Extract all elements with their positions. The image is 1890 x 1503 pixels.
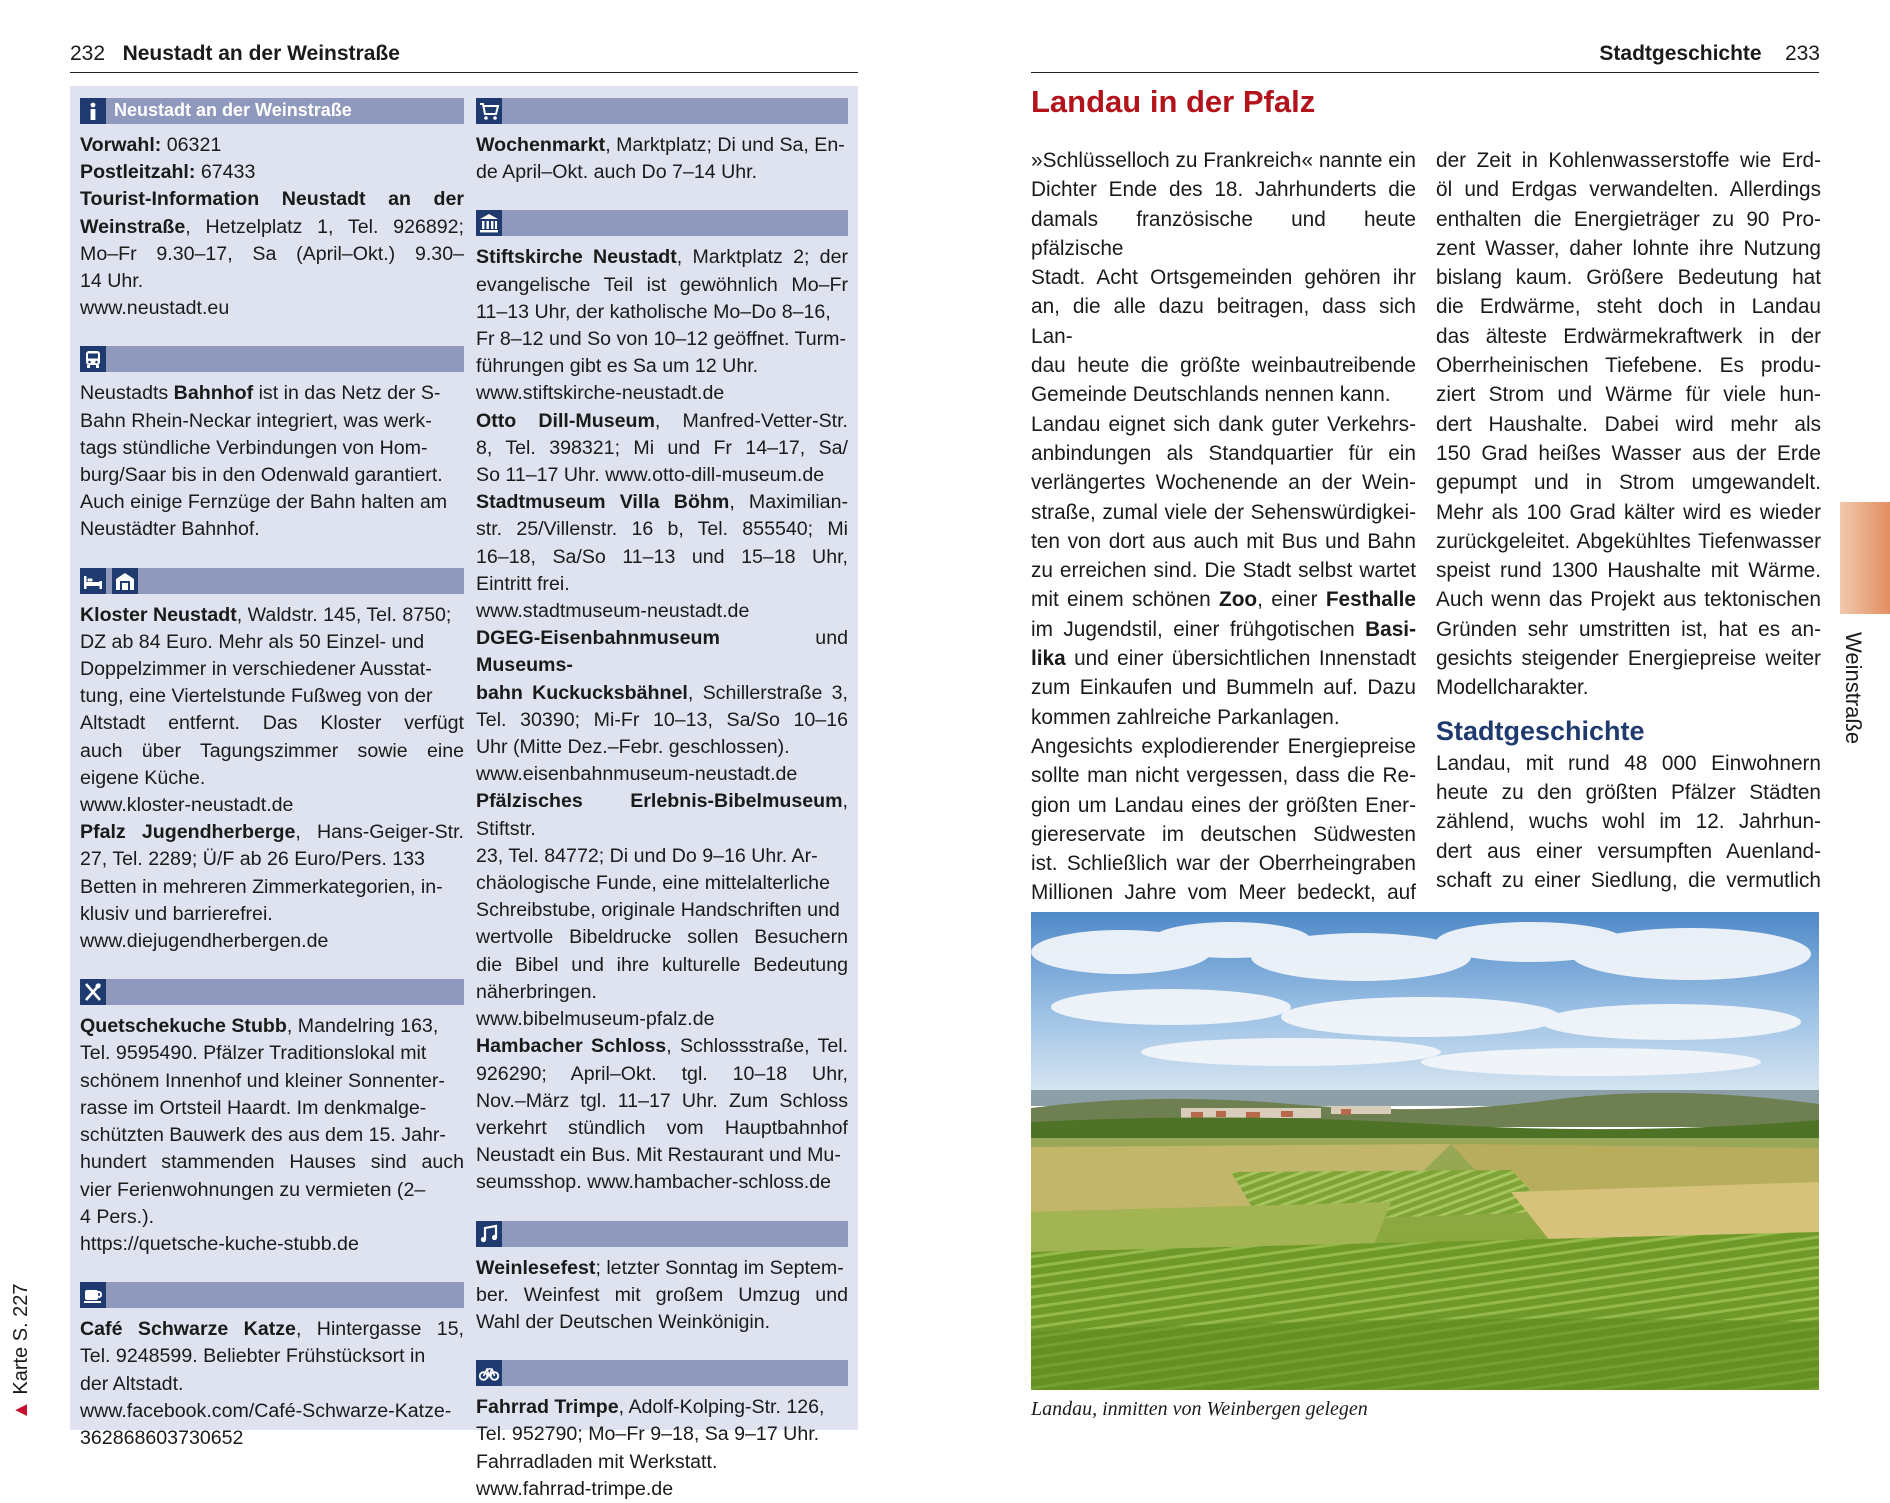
bibelmuseum-line: die Bibel und ihre kulturelle Bedeutung <box>476 953 848 976</box>
bibelmuseum-line: wertvolle Bibeldrucke sollen Besuchern <box>476 926 848 949</box>
otto-dill-line: 8, Tel. 398321; Mi und Fr 14–17, Sa/ <box>476 436 848 459</box>
article-line: ziert Strom und Wärme für viele hun- <box>1436 383 1821 407</box>
article-line: Modellcharakter. <box>1436 676 1589 700</box>
article-line: Angesichts explodierender Energiepreise <box>1031 734 1416 758</box>
cafe-url: www.facebook.com/Café-Schwarze-Katze- <box>80 1399 452 1422</box>
map-reference-text: Karte S. 227 <box>10 1283 32 1395</box>
bahnhof-text: Neustadts Bahnhof ist in das Netz der S- <box>80 382 441 405</box>
info-icon <box>80 98 106 124</box>
cutlery-icon <box>80 979 106 1005</box>
bibelmuseum-line: näherbringen. <box>476 980 597 1003</box>
bahnhof-text-line: burg/Saar bis in den Odenwald garantiert. <box>80 464 443 487</box>
article-line: verlängertes Wochenende an der Wein- <box>1031 471 1416 495</box>
article-line: gesichts steigender Energiepreise weiter <box>1436 647 1821 671</box>
otto-dill-line: So 11–17 Uhr. www.otto-dill-museum.de <box>476 464 825 487</box>
weinlesefest-line: Wahl der Deutschen Weinkönigin. <box>476 1310 771 1333</box>
stiftskirche-line: evangelische Teil ist gewöhnlich Mo–Fr <box>476 273 848 296</box>
villa-boehm: Stadtmuseum Villa Böhm, Maximilian- <box>476 491 848 514</box>
article-line: schaft zu einer Siedlung, die vermutlich <box>1436 868 1821 892</box>
article-line: ten von dort aus auch mit Bus und Bahn <box>1031 529 1416 553</box>
bibelmuseum-line: Schreibstube, originale Handschriften und <box>476 899 840 922</box>
music-note-icon <box>476 1221 502 1247</box>
right-header-title: Stadtgeschichte <box>1599 42 1762 65</box>
article-line: sollte man nicht vergessen, dass die Re- <box>1031 764 1416 788</box>
wochenmarkt: Wochenmarkt, Marktplatz; Di und Sa, En- <box>476 134 845 156</box>
article-line: enthalten die Energieträger zu 90 Pro- <box>1436 207 1821 231</box>
article-line: Mehr als 100 Grad kälter wird es wieder <box>1436 500 1821 524</box>
section-bar-cafe <box>80 1282 464 1308</box>
fahrrad-trimpe: Fahrrad Trimpe, Adolf-Kolping-Str. 126, <box>476 1396 825 1419</box>
info-section-title: Neustadt an der Weinstraße <box>114 100 352 121</box>
stiftskirche-url: www.stiftskirche-neustadt.de <box>476 382 725 405</box>
article-line: öl und Erdgas verwandelten. Allerdings <box>1436 178 1821 202</box>
article-line: heute zu den größten Pfälzer Städten <box>1436 780 1821 804</box>
jugendherberge-url: www.diejugendherbergen.de <box>80 930 329 953</box>
bibelmuseum-line: chäologische Funde, eine mittelalterliche <box>476 872 830 895</box>
section-bar-transport <box>80 346 464 372</box>
hambacher-schloss: Hambacher Schloss, Schlossstraße, Tel. <box>476 1035 849 1058</box>
cafe-schwarze-katze: Café Schwarze Katze, Hintergasse 15, <box>80 1318 465 1341</box>
bibelmuseum: Pfälzisches Erlebnis-Bibelmuseum, Stiftstr. <box>476 790 848 840</box>
article-line: dau heute die größte weinbautreibende <box>1031 354 1416 378</box>
hambacher-schloss-line: Neustadt ein Bus. Mit Restaurant und Mu- <box>476 1144 841 1167</box>
quetschekuche-line: schützten Bauwerk des aus dem 15. Jahr- <box>80 1124 446 1147</box>
jugendherberge: Pfalz Jugendherberge, Hans-Geiger-Str. <box>80 821 464 844</box>
stiftskirche-line: Fr 8–12 und So von 10–12 geöffnet. Turm- <box>476 328 846 351</box>
vorwahl: Vorwahl: 06321 <box>80 134 222 156</box>
otto-dill-museum: Otto Dill-Museum, Manfred-Vetter-Str. <box>476 409 848 432</box>
tourist-information: Tourist-Information Neustadt an der <box>80 188 464 211</box>
article-line: das älteste Erdwärmekraftwerk in der <box>1436 324 1821 348</box>
article-line: kommen zahlreiche Parkanlagen. <box>1031 705 1340 729</box>
bahnhof-text-line: tags stündliche Verbindungen von Hom- <box>80 436 428 459</box>
stiftskirche: Stiftskirche Neustadt, Marktplatz 2; der <box>476 246 848 269</box>
article-line: »Schlüsselloch zu Frankreich« nannte ein <box>1031 149 1416 172</box>
quetschekuche-line: Tel. 9595490. Pfälzer Traditionslokal mit <box>80 1042 427 1065</box>
article-line: dert Haushalte. Dabei wird mehr als <box>1436 412 1821 436</box>
article-line: Millionen Jahre vom Meer bedeckt, auf <box>1031 881 1416 905</box>
quetschekuche-line: schönem Innenhof und kleiner Sonnenter- <box>80 1069 445 1092</box>
article-column-left <box>1031 146 1416 966</box>
hambacher-schloss-line: 926290; April–Okt. tgl. 10–18 Uhr, <box>476 1062 848 1085</box>
article-line: Auch wenn das Projekt aus tektonischen <box>1436 588 1821 612</box>
article-line: gepumpt und in Strom umgewandelt. <box>1436 471 1821 495</box>
cafe-line: Tel. 9248599. Beliebter Frühstücksort in <box>80 1345 426 1368</box>
museum-icon <box>476 210 502 236</box>
quetschekuche-line: rasse im Ortsteil Haardt. Im denkmalge- <box>80 1096 427 1119</box>
stiftskirche-line: 11–13 Uhr, der katholische Mo–Do 8–16, <box>476 300 831 323</box>
map-reference <box>10 1283 33 1420</box>
eisenbahnmuseum-url: www.eisenbahnmuseum-neustadt.de <box>476 763 798 786</box>
left-page-number: 232 <box>70 42 106 65</box>
wochenmarkt-line: de April–Okt. auch Do 7–14 Uhr. <box>476 161 758 184</box>
info-column-left <box>80 96 464 1452</box>
info-column-right <box>476 96 848 1503</box>
bahnhof-text-line: Bahn Rhein-Neckar integriert, was werk- <box>80 409 432 432</box>
kloster-line: Doppelzimmer in verschiedener Ausstat- <box>80 658 432 681</box>
kloster-url: www.kloster-neustadt.de <box>80 794 294 817</box>
bus-icon <box>80 346 106 372</box>
section-bar-restaurants <box>80 979 464 1005</box>
article-column-right <box>1436 146 1821 895</box>
jugendherberge-line: klusiv und barrierefrei. <box>80 902 273 925</box>
quetschekuche-line: 4 Pers.). <box>80 1205 155 1228</box>
vineyard-photo <box>1031 912 1819 1390</box>
eisenbahnmuseum-line: Uhr (Mitte Dez.–Febr. geschlossen). <box>476 736 790 759</box>
kloster-neustadt: Kloster Neustadt, Waldstr. 145, Tel. 8750; <box>80 603 452 626</box>
cafe-line: der Altstadt. <box>80 1372 184 1395</box>
section-bar-accommodation <box>80 568 464 594</box>
fahrrad-trimpe-line: Tel. 952790; Mo–Fr 9–18, Sa 9–17 Uhr. <box>476 1423 820 1446</box>
kloster-line: Altstadt entfernt. Das Kloster verfügt <box>80 712 464 735</box>
villa-boehm-line: 16–18, Sa/So 11–13 und 15–18 Uhr, <box>476 545 848 568</box>
villa-boehm-url: www.stadtmuseum-neustadt.de <box>476 600 750 623</box>
bibelmuseum-line: 23, Tel. 84772; Di und Do 9–16 Uhr. Ar- <box>476 844 818 867</box>
kloster-line: DZ ab 84 Euro. Mehr als 50 Einzel- und <box>80 630 425 653</box>
eisenbahnmuseum-line: Tel. 30390; Mi-Fr 10–13, Sa/So 10–16 <box>476 708 848 731</box>
villa-boehm-line: str. 25/Villenstr. 16 b, Tel. 855540; Mi <box>476 518 848 541</box>
fahrrad-trimpe-line: Fahrradladen mit Werkstatt. <box>476 1450 718 1473</box>
kloster-line: eigene Küche. <box>80 766 206 789</box>
tourist-information-line: Weinstraße, Hetzelplatz 1, Tel. 926892; <box>80 215 464 238</box>
article-line: der Zeit in Kohlenwasserstoffe wie Erd- <box>1436 149 1821 172</box>
article-line: gion um Landau eines der größten Ener- <box>1031 793 1416 817</box>
section-heading-stadtgeschichte: Stadtgeschichte <box>1436 715 1645 746</box>
quetschekuche-line: hundert stammenden Hauses sind auch <box>80 1151 464 1174</box>
tourist-information-url: www.neustadt.eu <box>80 297 230 320</box>
bahnhof-text-line: Neustädter Bahnhof. <box>80 518 260 541</box>
quetschekuche-stubb: Quetschekuche Stubb, Mandelring 163, <box>80 1015 439 1038</box>
kloster-line: auch über Tagungszimmer sowie eine <box>80 739 464 762</box>
section-bar-bike <box>476 1360 848 1386</box>
thumb-index-tab <box>1840 502 1890 614</box>
fahrrad-trimpe-url: www.fahrrad-trimpe.de <box>476 1477 674 1500</box>
article-line: zählend, wuchs wohl im 12. Jahrhun- <box>1436 810 1821 834</box>
quetschekuche-url: https://quetsche-kuche-stubb.de <box>80 1232 359 1255</box>
article-line: lika und einer übersichtlichen Innenstadt <box>1031 647 1416 671</box>
hambacher-schloss-line: seumsshop. www.hambacher-schloss.de <box>476 1171 832 1194</box>
article-line: straße, zumal viele der Sehenswürdigkei- <box>1031 500 1416 524</box>
section-bar-market <box>476 98 848 124</box>
article-line: zurückgeleitet. Abgekühltes Tiefenwasser <box>1436 529 1821 553</box>
tourist-information-line: 14 Uhr. <box>80 270 144 293</box>
article-line: bislang kaum. Größere Bedeutung hat <box>1436 266 1821 290</box>
article-line: Landau eignet sich dank guter Verkehrs- <box>1031 412 1416 436</box>
weinlesefest: Weinlesefest; letzter Sonntag im Septem- <box>476 1256 844 1279</box>
article-line: Gründen sehr umstritten ist, hat es an- <box>1436 617 1821 641</box>
section-bar-sights <box>476 210 848 236</box>
kloster-line: tung, eine Viertelstunde Fußweg von der <box>80 685 433 708</box>
coffee-cup-icon <box>80 1282 106 1308</box>
bicycle-icon <box>476 1360 502 1386</box>
article-line: Gemeinde Deutschlands nennen kann. <box>1031 383 1391 407</box>
article-line: zum Einkaufen und Bummeln auf. Dazu <box>1031 676 1416 700</box>
article-line: speist rund 1300 Haushalte mit Wärme. <box>1436 559 1821 583</box>
article-line: Oberrheinischen Tiefebene. Es produ- <box>1436 354 1821 378</box>
article-title: Landau in der Pfalz <box>1031 84 1316 119</box>
right-page-number: 233 <box>1784 42 1820 65</box>
postleitzahl: Postleitzahl: 67433 <box>80 161 256 184</box>
section-bar-events <box>476 1221 848 1247</box>
left-header-title: Neustadt an der Weinstraße <box>122 42 400 65</box>
left-header-rule <box>70 72 858 73</box>
bed-icon <box>80 568 106 594</box>
article-line: im Jugendstil, einer frühgotischen Basi- <box>1031 617 1416 641</box>
article-line: zu erreichen sind. Die Stadt selbst wartet <box>1031 559 1416 583</box>
jugendherberge-line: 27, Tel. 2289; Ü/F ab 26 Euro/Pers. 133 <box>80 848 425 871</box>
map-reference-arrow-icon: ▲ <box>10 1400 32 1420</box>
villa-boehm-line: Eintritt frei. <box>476 572 570 595</box>
right-page-header <box>1599 42 1820 66</box>
photo-caption: Landau, inmitten von Weinbergen gelegen <box>1031 1398 1368 1420</box>
article-line: zent Wasser, daher lohnte ihre Nutzung <box>1436 236 1821 260</box>
hambacher-schloss-line: verkehrt stündlich vom Hauptbahnhof <box>476 1116 848 1139</box>
eisenbahnmuseum: DGEG-Eisenbahnmuseum und Museums- <box>476 627 848 677</box>
article-line: anbindungen als Standquartier für ein <box>1031 441 1416 465</box>
hostel-icon <box>112 568 138 594</box>
tourist-information-line: Mo–Fr 9.30–17, Sa (April–Okt.) 9.30– <box>80 242 464 265</box>
weinlesefest-line: ber. Weinfest mit großem Umzug und <box>476 1283 848 1306</box>
article-line: die Erdwärme, steht doch in Landau <box>1436 295 1821 319</box>
article-line: Stadt. Acht Ortsgemeinden gehören ihr <box>1031 266 1416 290</box>
article-line: damals französische und heute pfälzische <box>1031 207 1416 260</box>
quetschekuche-line: vier Ferienwohnungen zu vermieten (2– <box>80 1178 426 1201</box>
right-header-rule <box>1031 72 1819 73</box>
hambacher-schloss-line: Nov.–März tgl. 11–17 Uhr. Zum Schloss <box>476 1089 848 1112</box>
cafe-url: 362868603730652 <box>80 1426 244 1449</box>
article-line: 150 Grad heißes Wasser aus der Erde <box>1436 441 1821 465</box>
shopping-cart-icon <box>476 98 502 124</box>
chapter-side-label: Weinstraße <box>1841 632 1866 745</box>
article-line: an, die alle dazu beitragen, dass sich Lan- <box>1031 295 1416 348</box>
article-line: dert aus einer versumpften Auenland- <box>1436 839 1821 863</box>
article-line: Landau, mit rund 48 000 Einwohnern <box>1436 751 1821 775</box>
bahnhof-text-line: Auch einige Fernzüge der Bahn halten am <box>80 491 448 514</box>
left-page-header <box>70 42 400 66</box>
bibelmuseum-url: www.bibelmuseum-pfalz.de <box>476 1008 715 1031</box>
article-line: Dichter Ende des 18. Jahrhunderts die <box>1031 178 1416 202</box>
stiftskirche-line: führungen gibt es Sa um 12 Uhr. <box>476 355 759 378</box>
article-line: ist. Schließlich war der Oberrheingraben <box>1031 852 1416 876</box>
jugendherberge-line: Betten in mehreren Zimmerkategorien, in- <box>80 875 443 898</box>
article-line: giereservate im deutschen Südwesten <box>1031 822 1416 846</box>
section-bar-info <box>80 98 464 124</box>
eisenbahnmuseum-line: bahn Kuckucksbähnel, Schillerstraße 3, <box>476 681 848 704</box>
article-line: mit einem schönen Zoo, einer Festhalle <box>1031 588 1416 612</box>
